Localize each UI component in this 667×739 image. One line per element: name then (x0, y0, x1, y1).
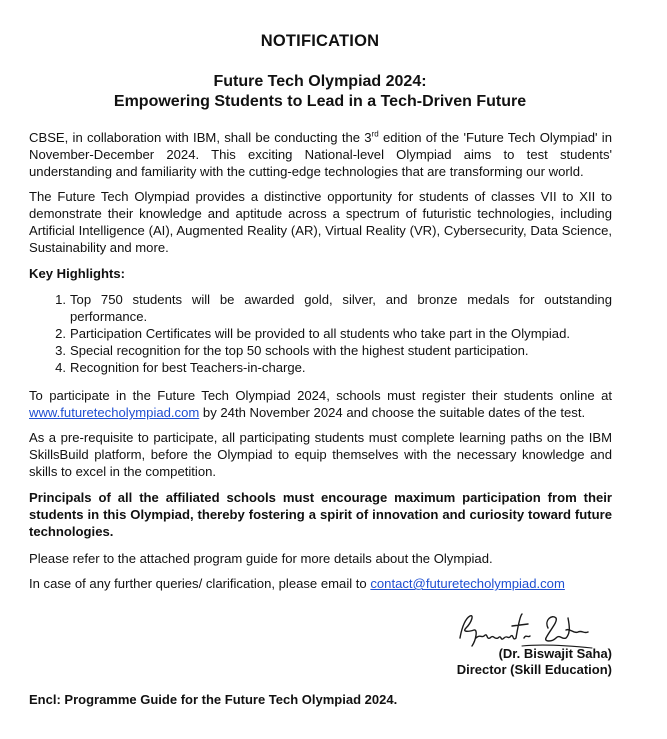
list-item (29, 359, 612, 376)
list-item (29, 291, 612, 325)
opportunity-paragraph: The Future Tech Olympiad provides a distinctive opportunity for students of classes VII to XII to demonstrate their knowledge and aptitude across a spectrum of futuristic technologies, including Artificial Intelligence (AI), Augmented Reality (AR), Virtual Reality (VR), Cybersecurity, Data Science, Sustainability and more. (29, 189, 612, 255)
intro-text-end: edition of the 'Future Tech Olympiad' in November-December 2024. This exciting National-level Olympiad aims to test students' understanding and familiarity with the cutting-edge technologies that are transforming our world. (29, 130, 612, 179)
event-tagline: Empowering Students to Lead in a Tech-Driven Future (113, 93, 527, 110)
registration-text-end: by 24th November 2024 and choose the suitable dates of the test. (199, 405, 586, 420)
highlights-heading: Key Highlights: (29, 266, 126, 281)
queries-text: In case of any further queries/ clarification, please email to (29, 576, 371, 591)
queries-paragraph (29, 575, 612, 592)
signatory-role: Director (Skill Education) (456, 662, 612, 677)
list-item (29, 342, 612, 359)
list-item-number: 3. (55, 343, 66, 358)
registration-paragraph (29, 387, 612, 421)
principals-paragraph: Principals of all the affiliated schools must encourage maximum participation from their students in this Olympiad, thereby fostering a spirit of innovation and curiosity toward future technologies. (29, 490, 612, 539)
list-item-number: 2. (55, 326, 66, 341)
list-item-text: Participation Certificates will be provided to all students who take part in the Olympiad. (70, 326, 570, 341)
event-title: Future Tech Olympiad 2024: (213, 73, 427, 90)
intro-text-start: CBSE, in collaboration with IBM, shall be conducting the 3 (29, 130, 372, 145)
intro-paragraph (29, 129, 612, 180)
list-item-text: Top 750 students will be awarded gold, silver, and bronze medals for outstanding performance. (70, 292, 612, 324)
enclosure-note: Encl: Programme Guide for the Future Tech Olympiad 2024. (29, 692, 398, 707)
notification-title: NOTIFICATION (260, 32, 380, 50)
list-item-text: Special recognition for the top 50 schools with the highest student participation. (70, 343, 529, 358)
contact-email-link[interactable]: contact@futuretecholympiad.com (370, 576, 565, 591)
list-item-number: 1. (55, 292, 66, 307)
list-item (29, 325, 612, 342)
highlights-list (29, 291, 612, 376)
registration-text-start: To participate in the Future Tech Olympiad 2024, schools must register their students online at (29, 388, 612, 403)
signatory-name: (Dr. Biswajit Saha) (498, 646, 612, 661)
website-link[interactable]: www.futuretecholympiad.com (29, 405, 200, 420)
list-item-number: 4. (55, 360, 66, 375)
ordinal-suffix: rd (371, 129, 379, 139)
program-guide-paragraph: Please refer to the attached program guide for more details about the Olympiad. (29, 551, 493, 566)
list-item-text: Recognition for best Teachers-in-charge. (70, 360, 306, 375)
prerequisite-paragraph: As a pre-requisite to participate, all participating students must complete learning paths on the IBM SkillsBuild platform, before the Olympiad to equip themselves with the necessary knowledge and skills to excel in the competition. (29, 430, 612, 479)
